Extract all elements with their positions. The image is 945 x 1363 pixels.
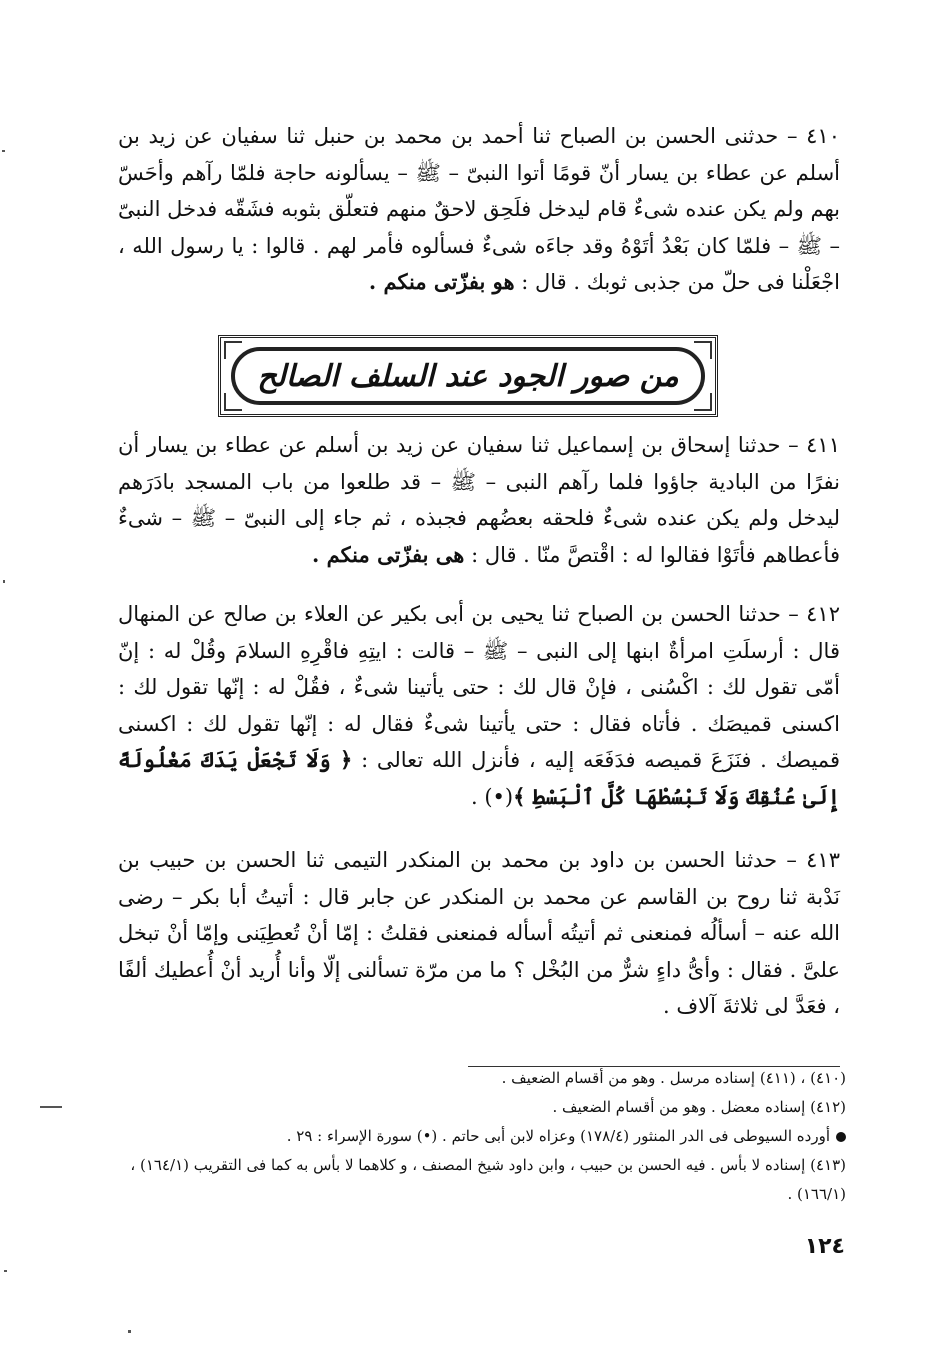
hadith-410-text: ٤١٠ – حدثنى الحسن بن الصباح ثنا أحمد بن محمد بن حنبل ثنا سفيان عن زيد بن أسلم عن عطاء بن يسار أنّ قومًا أتوا النبىّ – ﷺ – يسألونه حاجة فلمّا رآهم وأحَسّ بهم ولم يكن عنده شىءٌ قام ليدخل فلَحِق لاحقٌ منهم فتعلّق بثوبه فشَقّه فدخل النبىّ – ﷺ – فلمّا كان بَعْدُ أتَوْهُ وقد جاءَه شىءٌ فسألوه فأمر لهم . قالوا : يا رسول الله ، اجْعَلْنا فى حلّ من جذبى ثوبك . قال :	[118, 124, 840, 294]
footnote-2: (٤١٢) إسناده معضل . وهو من أقسام الضعيف .	[552, 1098, 846, 1116]
hadith-411-bold: هى بفزّتى منكم .	[311, 541, 465, 567]
footnote-3-text: أورده السيوطى فى الدر المنثور (١٧٨/٤) وعزاه لابن أبى حاتم . (•) سورة الإسراء : ٢٩ .	[286, 1127, 830, 1145]
scan-speck	[4, 1270, 7, 1272]
footnotes	[118, 1064, 846, 1209]
hadith-412-text: ٤١٢ – حدثنا الحسن بن الصباح ثنا يحيى بن أبى بكير عن العلاء بن صالح عن المنهال قال : أرسلَتِ امرأةٌ ابنها إلى النبى – ﷺ – قالت : ايتِهِ فاقْرِهِ السلامَ وقُلْ له : إنّ أمّى تقول لك : اكْسُنى ، فإنْ قال لك : حتى يأتينا شىءٌ ، فقُلْ له : إنّها تقول لك : اكسنى قميصَك . فأتاه فقال : حتى يأتينا شىءٌ فقال له : إنّها تقول لك : اكسنى قميصك . فنَزَعَ قميصه فدَفَعَه إليه ، فأنزل الله تعالى :	[118, 602, 840, 772]
hadith-413-paragraph	[118, 842, 840, 1025]
hadith-412-paragraph	[118, 596, 840, 815]
scan-speck	[3, 580, 5, 583]
hadith-411	[118, 427, 840, 573]
hadith-411-paragraph	[118, 427, 840, 573]
bullet-icon	[836, 1132, 846, 1142]
scan-speck	[40, 1106, 62, 1108]
hadith-410	[118, 118, 840, 301]
section-title-frame	[218, 335, 718, 417]
verse-marker: (•) .	[471, 784, 514, 809]
hadith-413	[118, 842, 840, 1025]
section-title: من صور الجود عند السلف الصالح	[257, 358, 679, 394]
hadith-413-text: ٤١٣ – حدثنا الحسن بن داود بن محمد بن المنكدر التيمى ثنا الحسن بن حبيب بن نَدْبة ثنا روح بن القاسم عن محمد بن المنكدر عن جابر قال : أتيتُ أبا بكر – رضى الله عنه – أسألُه فمنعنى ثم أتيتُه أسأله فمنعنى فقلتُ : إمّا أنْ تُعطِيَنى وإمّا أنْ تبخل علىَّ . فقال : وأىُّ داءٍ شرٌّ من البُخْل ؟ ما من مرّة تسألنى إلّا وأنا أُريد أنْ أُعطيك ألفًا ، فعَدَّ لى ثلاثةَ آلاف .	[118, 848, 840, 1018]
hadith-410-paragraph	[118, 118, 840, 301]
footnote-1: (٤١٠) ، (٤١١) إسناده مرسل . وهو من أقسام الضعيف .	[501, 1069, 846, 1087]
hadith-411-text: ٤١١ – حدثنا إسحاق بن إسماعيل ثنا سفيان عن زيد بن أسلم عن عطاء بن يسار أن نفرًا من البادية جاؤوا فلما رآهم النبى – ﷺ – قد طلعوا من باب المسجد بادَرَهم ليدخل ولم يكن عنده شىءٌ فلحقه بعضُهم فجبذه ، ثم جاء إلى النبىّ – ﷺ – شىءٌ فأعطاهم فأتَوْا فقالوا له : اقْتصَّ منّا . قال :	[118, 433, 840, 567]
footnote-4: (٤١٣) إسناده لا بأس . فيه الحسن بن حبيب ، وابن داود شيخ المصنف ، و كلاهما لا بأس به كما فى التقريب (١٦٤/١) ، (١٦٦/١) .	[130, 1156, 846, 1203]
hadith-412	[118, 596, 840, 815]
section-title-cartouche	[231, 347, 705, 405]
footnote-3	[118, 1122, 846, 1151]
hadith-410-bold: هو بفزّتى منكم .	[368, 269, 515, 294]
quran-verse: ﴿ وَلَا تَجْعَلْ يَدَكَ مَغْلُولَةً إِلَىٰ عُنُقِكَ وَلَا تَبْسُطْهَا كُلَّ ٱلْبَسْطِ ﴾	[118, 747, 840, 809]
scan-speck	[128, 1330, 131, 1333]
page-number: ١٢٤	[804, 1234, 845, 1259]
scan-speck	[2, 150, 5, 152]
